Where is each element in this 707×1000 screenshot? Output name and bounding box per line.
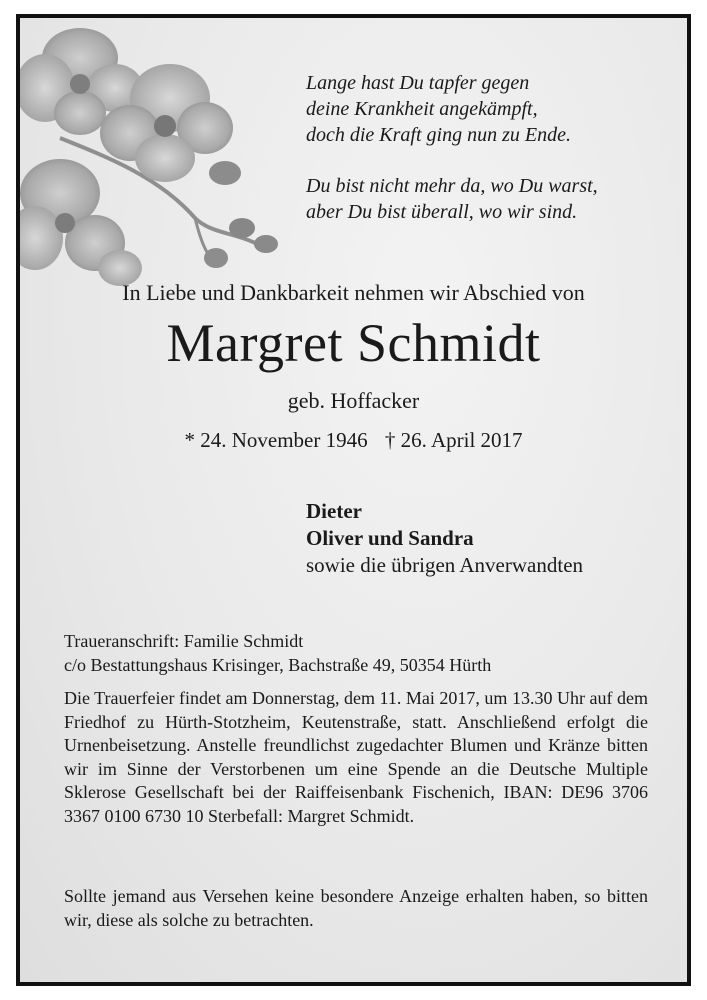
maiden-name: geb. Hoffacker bbox=[287, 388, 420, 413]
poem-line: Lange hast Du tapfer gegen bbox=[306, 72, 530, 94]
poem-line: doch die Kraft ging nun zu Ende. bbox=[306, 124, 571, 146]
obituary-frame bbox=[16, 14, 691, 986]
poem-stanza-1 bbox=[306, 70, 646, 148]
poem-line: Du bist nicht mehr da, wo Du warst, bbox=[306, 175, 598, 197]
birth-date: * 24. November 1946 bbox=[184, 428, 368, 452]
poem-line: deine Krankheit angekämpft, bbox=[306, 98, 538, 120]
service-details: Die Trauerfeier findet am Donnerstag, dem 11. Mai 2017, um 13.30 Uhr auf dem Friedhof zu Hürth-Stotzheim, Keutenstraße, statt. Anschließend erfolgt die Urnenbeisetzung. Anstelle freundlichst zugedachter Blumen und Kränze bitten wir im Sinne der Verstorbenen um eine Spende an die Deutsche Multiple Sklerose Gesellschaft bei der Raiffeisenbank Fischenich, IBAN: DE96 3706 3367 0100 6730 10 Sterbefall: Margret Schmidt. bbox=[64, 688, 648, 826]
address-line: Traueranschrift: Familie Schmidt bbox=[64, 631, 304, 651]
poem-stanza-2 bbox=[306, 173, 646, 225]
mourner-name: Oliver und Sandra bbox=[306, 526, 474, 550]
closing-note: Sollte jemand aus Versehen keine besondere Anzeige erhalten haben, so bitten wir, diese als solche zu betrachten. bbox=[64, 886, 648, 930]
death-date: † 26. April 2017 bbox=[384, 428, 523, 452]
life-dates bbox=[20, 428, 687, 453]
mourning-address bbox=[64, 630, 648, 677]
poem-line: aber Du bist überall, wo wir sind. bbox=[306, 201, 578, 223]
deceased-name: Margret Schmidt bbox=[166, 313, 541, 373]
mourners-list bbox=[306, 498, 583, 579]
mourner-relatives: sowie die übrigen Anverwandten bbox=[306, 553, 584, 577]
orchid-illustration bbox=[20, 18, 300, 288]
mourner-name: Dieter bbox=[306, 499, 362, 523]
intro-text: In Liebe und Dankbarkeit nehmen wir Abschied von bbox=[122, 280, 585, 305]
address-line: c/o Bestattungshaus Krisinger, Bachstraße 49, 50354 Hürth bbox=[64, 654, 492, 675]
